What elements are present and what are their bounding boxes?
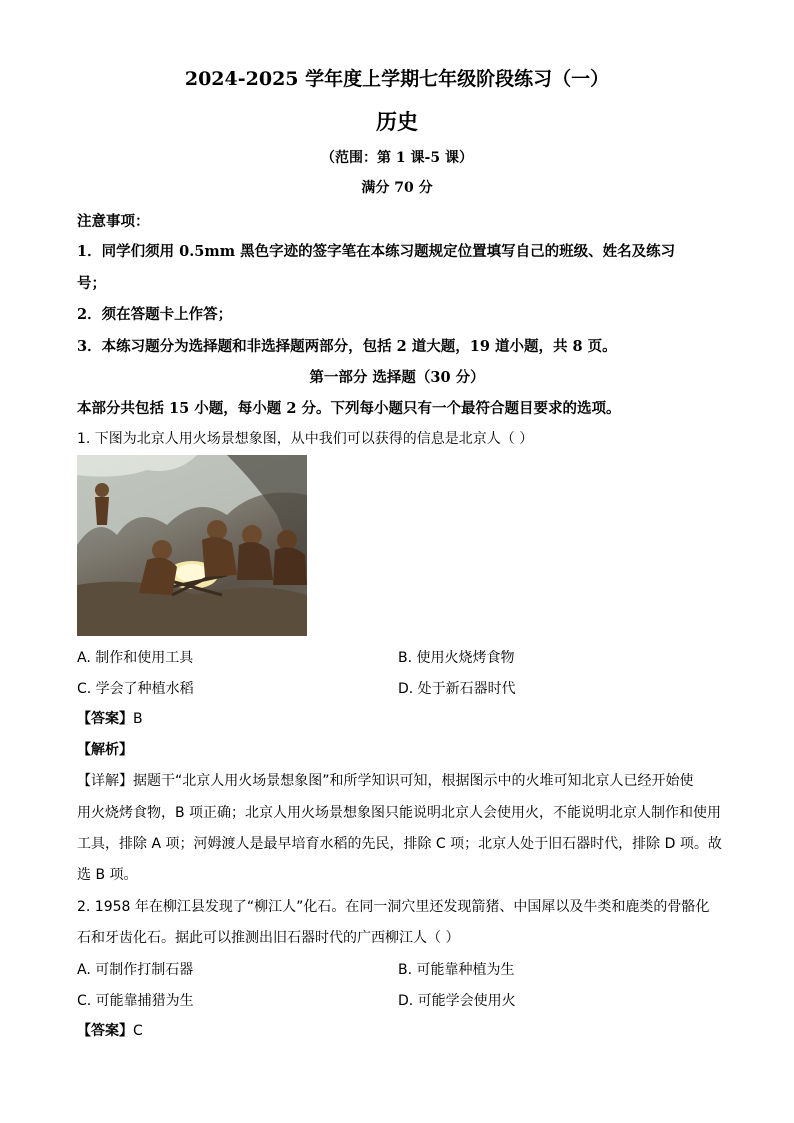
q2-option-c: C. 可能靠捕猎为生 (77, 993, 194, 1009)
q1-option-c: C. 学会了种植水稻 (77, 681, 194, 697)
notice-item-1: 1．同学们须用 0.5mm 黑色字迹的签字笔在本练习题规定位置填写自己的班级、姓名及练习 (77, 243, 676, 260)
q2-stem-line-2: 石和牙齿化石。据此可以推测出旧石器时代的广西柳江人（ ） (77, 930, 460, 946)
q1-detail-line-4: 选 B 项。 (77, 867, 138, 883)
notice-heading: 注意事项： (77, 213, 150, 230)
section-title: 第一部分 选择题（30 分） (309, 369, 485, 386)
q2-option-a: A. 可制作打制石器 (77, 962, 194, 978)
q1-analysis-label: 【解析】 (77, 742, 133, 758)
q1-detail-line-2: 用火烧烤食物，B 项正确；北京人用火场景想象图只能说明北京人会使用火，不能说明北京人制作和使用 (77, 805, 722, 821)
q1-option-d: D. 处于新石器时代 (398, 681, 516, 697)
q2-stem-line-1: 2. 1958 年在柳江县发现了“柳江人”化石。在同一洞穴里还发现箭猪、中国犀以及牛类和鹿类的骨骼化 (77, 899, 710, 915)
peking-man-fire-illustration (77, 455, 307, 636)
q1-stem: 1. 下图为北京人用火场景想象图，从中我们可以获得的信息是北京人（ ） (77, 431, 534, 447)
section-instruction: 本部分共包括 15 小题，每小题 2 分。下列每小题只有一个最符合题目要求的选项。 (77, 400, 621, 417)
q1-option-b: B. 使用火烧烤食物 (398, 650, 515, 666)
notice-item-1-cont: 号； (77, 275, 106, 292)
exam-scope: （范围：第 1 课-5 课） (321, 150, 473, 166)
q1-answer-value: B (133, 711, 143, 727)
exam-title: 2024-2025 学年度上学期七年级阶段练习（一） (184, 68, 610, 90)
q1-option-a: A. 制作和使用工具 (77, 650, 194, 666)
q2-answer-label: 【答案】 (77, 1023, 133, 1039)
full-score: 满分 70 分 (361, 180, 433, 196)
q2-option-d: D. 可能学会使用火 (398, 993, 516, 1009)
q2-answer-value: C (133, 1023, 143, 1039)
q1-detail-line-3: 工具，排除 A 项；河姆渡人是最早培育水稻的先民，排除 C 项；北京人处于旧石器时代，排除 D 项。故 (77, 836, 722, 852)
peking-man-fire-picture (77, 455, 307, 636)
q2-option-b: B. 可能靠种植为生 (398, 962, 515, 978)
q1-answer-label: 【答案】 (77, 711, 133, 727)
notice-item-2: 2．须在答题卡上作答； (77, 306, 233, 323)
notice-item-3: 3．本练习题分为选择题和非选择题两部分，包括 2 道大题，19 道小题，共 8 页。 (77, 338, 617, 355)
q1-detail-line-1: 【详解】据题干“北京人用火场景想象图”和所学知识可知，根据图示中的火堆可知北京人已经开始使 (77, 773, 694, 789)
q2-answer (77, 1020, 143, 1040)
subject-title: 历史 (376, 109, 418, 134)
q1-answer (77, 708, 143, 728)
